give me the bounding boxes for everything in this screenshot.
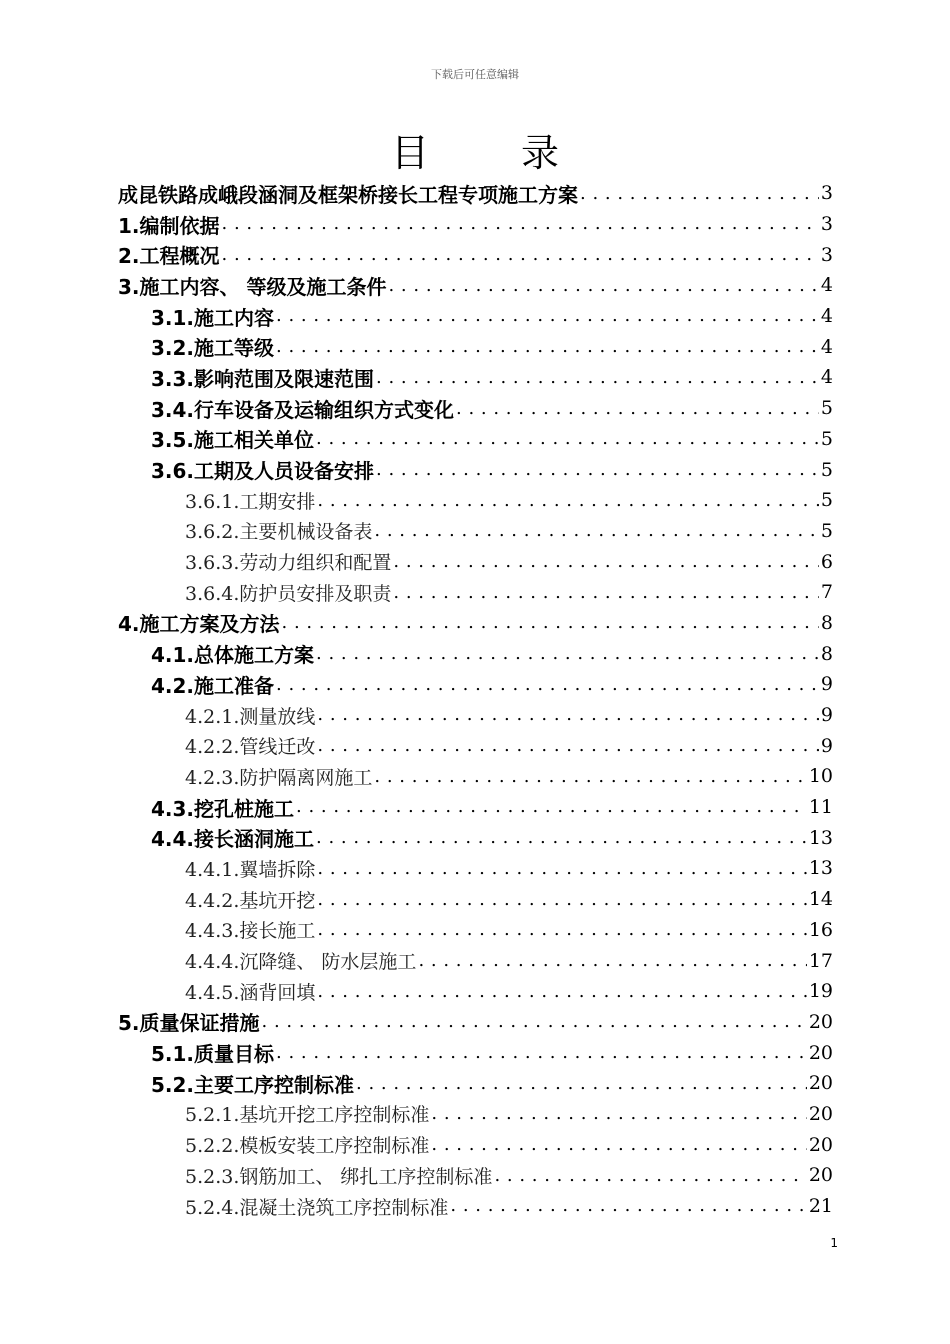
toc-entry-label: 3.5.施工相关单位 (151, 428, 315, 453)
toc-entry-label: 5.质量保证措施 (118, 1011, 260, 1036)
toc-entry-page: 17 (808, 949, 833, 972)
toc-entry[interactable] (118, 1099, 833, 1130)
toc-entry[interactable] (118, 485, 833, 516)
toc-entry-label: 5.1.质量目标 (151, 1042, 275, 1067)
toc-entry-label: 4.4.4.沉降缝、 防水层施工 (185, 951, 417, 974)
toc-dot-leader (374, 522, 819, 546)
toc-dot-leader (317, 921, 806, 945)
toc-entry-page: 5 (820, 458, 833, 481)
toc-entry[interactable] (118, 270, 833, 301)
toc-dot-leader (317, 737, 819, 761)
toc-dot-leader (376, 369, 819, 393)
toc-entry-label: 4.4.5.涵背回填 (185, 981, 316, 1004)
toc-entry[interactable] (118, 730, 833, 761)
toc-entry[interactable] (118, 1191, 833, 1222)
toc-entry-label: 3.3.影响范围及限速范围 (151, 366, 375, 391)
toc-entry[interactable] (118, 1037, 833, 1068)
toc-dot-leader (316, 645, 819, 669)
toc-dot-leader (494, 1167, 806, 1191)
toc-dot-leader (222, 246, 819, 270)
toc-entry-label: 3.施工内容、 等级及施工条件 (118, 274, 387, 299)
toc-entry-page: 14 (808, 888, 833, 911)
toc-entry-page: 7 (820, 581, 833, 604)
toc-entry-page: 20 (808, 1010, 833, 1033)
toc-entry[interactable] (118, 700, 833, 731)
toc-entry-label: 5.2.4.混凝土浇筑工序控制标准 (185, 1196, 449, 1219)
toc-entry-label: 3.4.行车设备及运输组织方式变化 (151, 397, 455, 422)
toc-dot-leader (431, 1136, 806, 1160)
toc-entry-page: 20 (808, 1072, 833, 1095)
toc-entry-label: 5.2.3.钢筋加工、 绑扎工序控制标准 (185, 1165, 493, 1188)
toc-entry-page: 4 (820, 305, 833, 328)
toc-dot-leader (388, 277, 818, 301)
toc-entry-label: 成昆铁路成峨段涵洞及框架桥接长工程专项施工方案 (118, 182, 578, 207)
toc-dot-leader (276, 1044, 807, 1068)
toc-entry[interactable] (118, 1007, 833, 1038)
toc-entry[interactable] (118, 454, 833, 485)
toc-entry-label: 2.工程概况 (118, 244, 220, 269)
toc-entry-page: 9 (820, 704, 833, 727)
toc-entry-page: 4 (820, 274, 833, 297)
toc-entry-page: 11 (808, 796, 833, 819)
toc-dot-leader (317, 492, 819, 516)
toc-entry-page: 5 (820, 519, 833, 542)
toc-entry-label: 3.1.施工内容 (151, 305, 275, 330)
toc-entry-page: 3 (820, 213, 833, 236)
table-of-contents (118, 178, 833, 1221)
toc-entry-label: 1.编制依据 (118, 213, 220, 238)
toc-entry[interactable] (118, 822, 833, 853)
toc-entry-page: 8 (820, 642, 833, 665)
toc-dot-leader (276, 338, 819, 362)
page-number: 1 (830, 1236, 838, 1250)
toc-entry-label: 5.2.2.模板安装工序控制标准 (185, 1135, 430, 1158)
toc-entry-label: 4.2.1.测量放线 (185, 705, 316, 728)
toc-entry[interactable] (118, 1129, 833, 1160)
toc-entry-page: 3 (820, 243, 833, 266)
toc-dot-leader (222, 215, 819, 239)
toc-title: 目 录 (390, 131, 600, 175)
toc-entry-label: 5.2.1.基坑开挖工序控制标准 (185, 1104, 430, 1127)
toc-entry-label: 3.6.4.防护员安排及职责 (185, 582, 392, 605)
toc-entry-page: 4 (820, 366, 833, 389)
toc-entry-label: 4.3.挖孔桩施工 (151, 796, 295, 821)
toc-dot-leader (376, 461, 819, 485)
toc-entry[interactable] (118, 331, 833, 362)
toc-dot-leader (356, 1075, 807, 1099)
toc-entry-page: 9 (820, 734, 833, 757)
header-note: 下载后可任意编辑 (431, 68, 519, 81)
toc-entry-label: 3.6.3.劳动力组织和配置 (185, 552, 392, 575)
toc-entry-label: 5.2.主要工序控制标准 (151, 1072, 355, 1097)
toc-entry-page: 20 (808, 1164, 833, 1187)
toc-entry-label: 4.1.总体施工方案 (151, 643, 315, 668)
toc-entry-label: 4.4.2.基坑开挖 (185, 889, 316, 912)
toc-entry[interactable] (118, 393, 833, 424)
toc-entry[interactable] (118, 516, 833, 547)
toc-entry-label: 4.4.接长涵洞施工 (151, 827, 315, 852)
toc-entry[interactable] (118, 1160, 833, 1191)
toc-entry[interactable] (118, 546, 833, 577)
toc-dot-leader (296, 798, 807, 822)
toc-dot-leader (262, 1013, 807, 1037)
toc-entry-page: 3 (820, 182, 833, 205)
toc-entry[interactable] (118, 915, 833, 946)
toc-entry[interactable] (118, 853, 833, 884)
toc-entry-page: 5 (820, 397, 833, 420)
toc-entry[interactable] (118, 1068, 833, 1099)
toc-entry-label: 4.施工方案及方法 (118, 612, 280, 637)
toc-entry-label: 3.6.2.主要机械设备表 (185, 521, 373, 544)
toc-dot-leader (418, 952, 806, 976)
toc-entry[interactable] (118, 976, 833, 1007)
toc-dot-leader (431, 1105, 806, 1129)
toc-dot-leader (393, 553, 819, 577)
toc-entry-label: 4.2.施工准备 (151, 673, 275, 698)
toc-entry-page: 5 (820, 489, 833, 512)
toc-dot-leader (374, 768, 806, 792)
toc-dot-leader (317, 706, 819, 730)
toc-dot-leader (450, 1197, 806, 1221)
toc-entry-page: 16 (808, 918, 833, 941)
toc-entry[interactable] (118, 178, 833, 209)
toc-entry-page: 5 (820, 427, 833, 450)
toc-dot-leader (393, 584, 819, 608)
toc-entry[interactable] (118, 761, 833, 792)
toc-entry-page: 10 (808, 765, 833, 788)
toc-dot-leader (456, 400, 819, 424)
toc-entry[interactable] (118, 577, 833, 608)
toc-dot-leader (316, 430, 819, 454)
toc-entry-page: 20 (808, 1102, 833, 1125)
toc-entry-page: 4 (820, 335, 833, 358)
toc-entry[interactable] (118, 608, 833, 639)
toc-dot-leader (317, 983, 806, 1007)
toc-entry[interactable] (118, 945, 833, 976)
toc-dot-leader (282, 614, 819, 638)
toc-dot-leader (317, 891, 806, 915)
toc-entry-page: 20 (808, 1133, 833, 1156)
toc-entry[interactable] (118, 424, 833, 455)
toc-entry-page: 6 (820, 550, 833, 573)
toc-dot-leader (276, 307, 819, 331)
toc-entry[interactable] (118, 362, 833, 393)
toc-entry-page: 13 (808, 857, 833, 880)
toc-dot-leader (317, 860, 806, 884)
toc-entry-label: 4.4.3.接长施工 (185, 920, 316, 943)
toc-entry[interactable] (118, 638, 833, 669)
toc-entry-label: 4.2.2.管线迁改 (185, 736, 316, 759)
toc-entry[interactable] (118, 239, 833, 270)
toc-entry-page: 13 (808, 826, 833, 849)
toc-entry-page: 19 (808, 980, 833, 1003)
toc-entry-page: 9 (820, 673, 833, 696)
toc-entry-label: 4.4.1.翼墙拆除 (185, 858, 316, 881)
toc-entry[interactable] (118, 884, 833, 915)
toc-entry[interactable] (118, 792, 833, 823)
toc-entry-page: 21 (808, 1195, 833, 1218)
toc-entry-page: 20 (808, 1041, 833, 1064)
toc-dot-leader (276, 676, 819, 700)
toc-entry-label: 4.2.3.防护隔离网施工 (185, 766, 373, 789)
toc-entry-page: 8 (820, 611, 833, 634)
toc-entry-label: 3.6.工期及人员设备安排 (151, 459, 375, 484)
toc-entry[interactable] (118, 669, 833, 700)
toc-entry-label: 3.6.1.工期安排 (185, 490, 316, 513)
toc-dot-leader (580, 185, 819, 209)
toc-dot-leader (316, 829, 807, 853)
toc-entry-label: 3.2.施工等级 (151, 336, 275, 361)
toc-entry[interactable] (118, 301, 833, 332)
toc-entry[interactable] (118, 209, 833, 240)
